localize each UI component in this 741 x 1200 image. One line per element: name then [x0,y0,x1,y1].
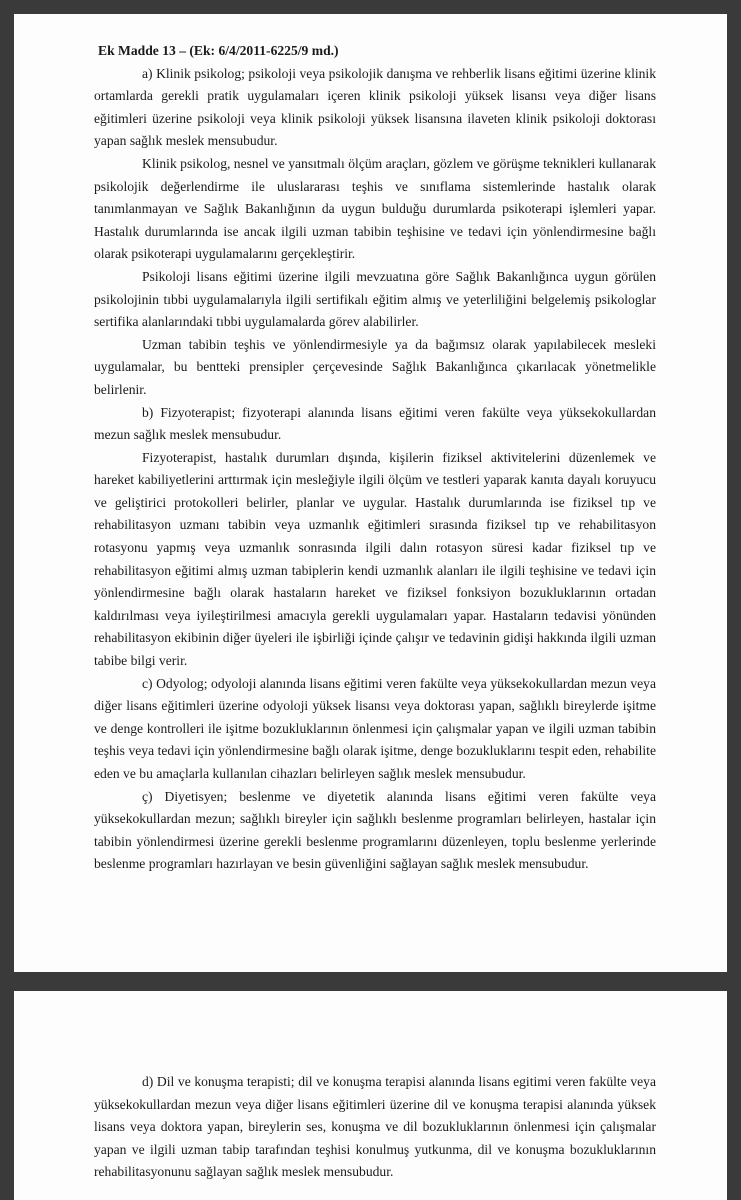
paragraph-uzman-tabip: Uzman tabibin teşhis ve yönlendirmesiyle ya da bağımsız olarak yapılabilecek mesleki uygulamalar, bu bentteki prensipler çerçevesinde Sağlık Bakanlığınca çıkarılacak yönetmelikle belirlenir. [94,336,656,397]
paragraph-psikoloji-sertifika: Psikoloji lisans eğitimi üzerine ilgili mevzuatına göre Sağlık Bakanlığınca uygun görülen psikolojinin tıbbi uygulamalarıyla ilgili sertifikalı eğitim almış ve yeterliliğini belgelemiş psikologlar sertifika alanlarındaki tıbbi uygulamalarda görev alabilirler. [94,268,656,330]
page-2-body [94,1071,656,1184]
document-page-1 [14,14,727,972]
paragraph-c-odyolog: c) Odyolog; odyoloji alanında lisans eğitimi veren fakülte veya yüksekokullardan mezun veya diğer lisans eğitimleri üzerine odyoloji yüksek lisansı veya doktorası yapan, sağlıklı bireylerde işitme ve denge kontrolleri ile işitme bozukluklarının önlenmesi için çalışmalar yapan ve ilgili uzman tabibin teşhis veya tedavi için yönlendirmesine bağlı olarak işitme, denge bozukluklarını tespit eden, rehabilite eden ve bu amaçlarla kullanılan cihazları belirleyen sağlık meslek mensubudur. [94,675,656,781]
paragraph-fizyoterapist-detail: Fizyoterapist, hastalık durumları dışında, kişilerin fiziksel aktivitelerini düzenlemek ve hareket kabiliyetlerini arttırmak için mesleğiyle ilgili ölçüm ve testleri yaparak kanıta dayalı koruyucu ve geliştirici protokolleri belirler, planlar ve uygular. Hastalık durumlarında ise fiziksel tıp ve rehabilitasyon uzmanı tabibin veya uzmanlık eğitimleri sırasında fiziksel tıp ve rehabilitasyon rotasyonu yapmış veya uzmanlık sonrasında ilgili dalın rotasyon süresi kadar fiziksel tıp ve rehabilitasyon eğitimi almış uzman tabiplerin kendi uzmanlık alanları ile ilgili teşhisine ve tedavi için yönlendirmesine bağlı olarak hastaların hareket ve fiziksel fonksiyon bozukluklarının ortadan kaldırılması veya iyileştirilmesi amacıyla gerekli uygulamaları yapar. Hastaların tedavisi yönünden rehabilitasyon ekibinin diğer üyeleri ile işbirliği içinde çalışır ve tedavinin gidişi hakkında ilgili uzman tabibe bilgi verir. [94,449,656,669]
paragraph-klinik-psikolog-detail: Klinik psikolog, nesnel ve yansıtmalı ölçüm araçları, gözlem ve görüşme teknikleri kullanarak psikolojik değerlendirme ile uluslararası teşhis ve sınıflama sistemlerinde hastalık olarak tanımlanmayan ve Sağlık Bakanlığının da uygun bulduğu durumlarda psikoterapi işlemleri yapar. Hastalık durumlarında ise ancak ilgili uzman tabibin teşhisine ve tedavi için yönlendirmesine bağlı olarak psikoterapi uygulamalarını gerçekleştirir. [94,155,656,262]
paragraph-b-fizyoterapist: b) Fizyoterapist; fizyoterapi alanında lisans eğitimi veren fakülte veya yüksekokullardan mezun sağlık meslek mensubudur. [94,404,656,443]
document-page-2 [14,991,727,1200]
article-heading: Ek Madde 13 – (Ek: 6/4/2011-6225/9 md.) [98,43,339,58]
page-1-body [94,40,656,876]
paragraph-c-diyetisyen: ç) Diyetisyen; beslenme ve diyetetik alanında lisans eğitimi veren fakülte veya yüksekokullardan mezun; sağlıklı bireyler için sağlıklı beslenme programları belirleyen, hastalar için tabibin yönlendirmesi üzerine gerekli beslenme programlarını düzenleyen, toplu beslenme yerlerinde beslenme programları hazırlayan ve besin güvenliğini sağlayan sağlık meslek mensubudur. [94,788,656,872]
paragraph-a-klinik-psikolog: a) Klinik psikolog; psikoloji veya psikolojik danışma ve rehberlik lisans eğitimi üzerine klinik ortamlarda gerekli pratik uygulamaları içeren klinik psikoloji yüksek lisansı veya diğer lisans eğitimleri üzerine psikoloji veya klinik psikoloji yüksek lisansına ilaveten klinik psikoloji doktorası yapan sağlık meslek mensubudur. [94,65,656,149]
paragraph-d-dil-konusma-terapisti: d) Dil ve konuşma terapisti; dil ve konuşma terapisi alanında lisans egitimi veren fakülte veya yüksekokullardan mezun veya diğer lisans eğitimleri üzerine dil ve konuşma terapisi alanında yüksek lisans veya doktora yapan, bireylerin ses, konuşma ve dil bozukluklarının önlenmesi için çalışmalar yapan ve ilgili uzman tabip tarafından teşhisi konulmuş yutkunma, dil ve konuşma bozukluklarının rehabilitasyonunu sağlayan sağlık meslek mensubudur. [94,1074,656,1180]
